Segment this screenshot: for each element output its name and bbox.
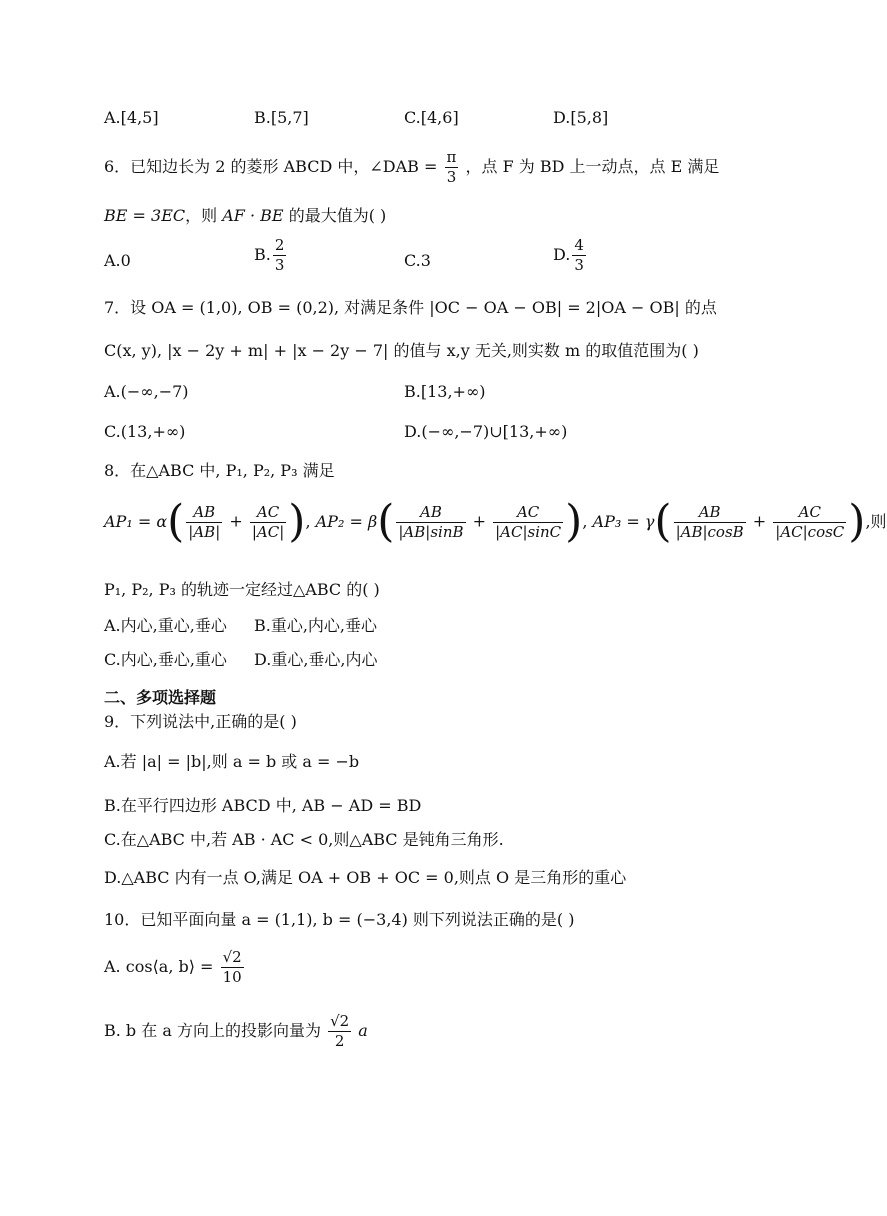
q8-ap1: AP₁ = α xyxy=(104,512,168,531)
q7-choice-b: B.[13,+∞) xyxy=(404,382,486,401)
q6-choice-d-num: 4 xyxy=(574,236,584,254)
q7-stem-line1: 7．设 OA = (1,0), OB = (0,2), 对满足条件 |OC − OA − OB| = 2|OA − OB| 的点 xyxy=(104,298,717,317)
q6-suffix: ，点 F 为 BD 上一动点，点 E 满足 xyxy=(465,157,720,176)
q9-stem: 9．下列说法中,正确的是( ) xyxy=(104,712,297,731)
q8-choice-b: B.重心,内心,垂心 xyxy=(254,616,378,635)
q9-choice-c: C.在△ABC 中,若 AB · AC < 0,则△ABC 是钝角三角形. xyxy=(104,830,504,849)
q7-choice-d: D.(−∞,−7)∪[13,+∞) xyxy=(404,422,568,441)
q10-stem: 10．已知平面向量 a = (1,1), b = (−3,4) 则下列说法正确的是( ) xyxy=(104,910,575,929)
q10-choice-a-prefix: A. cos⟨a, b⟩ = xyxy=(104,957,214,976)
q6-choice-b xyxy=(254,236,288,275)
q6-choice-a: A.0 xyxy=(104,251,131,270)
q9-choice-d: D.△ABC 内有一点 O,满足 OA + OB + OC = 0,则点 O 是三角形的重心 xyxy=(104,868,627,887)
q6-stem-line1 xyxy=(104,148,719,187)
q9-choice-b: B.在平行四边形 ABCD 中, AB − AD = BD xyxy=(104,796,422,815)
q6-stem-line2 xyxy=(104,204,386,228)
q8-stem-line1: 8．在△ABC 中, P₁, P₂, P₃ 满足 xyxy=(104,461,335,480)
q10-choice-a-den: 10 xyxy=(222,968,242,986)
q10-choice-b-prefix: B. b 在 a 方向上的投影向量为 xyxy=(104,1021,321,1040)
q8-ap2: AP₂ = β xyxy=(315,512,378,531)
q10-choice-b-den: 2 xyxy=(334,1032,345,1050)
q6-angle-fraction xyxy=(445,148,459,187)
q6-question: 的最大值为( ) xyxy=(288,206,387,225)
q7-stem-line2: C(x, y), |x − 2y + m| + |x − 2y − 7| 的值与 x,y 无关,则实数 m 的取值范围为( ) xyxy=(104,341,699,360)
q10-choice-b-num: √2 xyxy=(330,1012,350,1030)
q8-ap3: AP₃ = γ xyxy=(592,512,655,531)
q6-frac-num: π xyxy=(446,148,457,166)
q10-choice-b-suffix: a xyxy=(358,1021,368,1040)
q6-choice-b-num: 2 xyxy=(274,236,285,254)
q6-frac-den: 3 xyxy=(446,168,457,186)
q6-dot-product: AF · BE xyxy=(222,206,284,225)
q8-choice-c: C.内心,垂心,重心 xyxy=(104,650,227,669)
q8-then: ,则 xyxy=(865,512,887,531)
q6-choice-b-label: B. xyxy=(254,245,271,264)
q8-choice-a: A.内心,重心,垂心 xyxy=(104,616,227,635)
q9-choice-a: A.若 |a| = |b|,则 a = b 或 a = −b xyxy=(104,752,360,771)
q6-choice-d-label: D. xyxy=(553,245,571,264)
q6-choice-c: C.3 xyxy=(404,251,431,270)
q6-choice-d xyxy=(553,236,588,275)
q6-prefix: 6．已知边长为 2 的菱形 ABCD 中，∠DAB = xyxy=(104,157,438,176)
section-heading-multi-choice: 二、多项选择题 xyxy=(104,688,217,707)
q5-choice-c: C.[4,6] xyxy=(404,108,459,127)
q6-vector-condition: BE = 3EC xyxy=(104,206,186,225)
q8-formula-line: AP₁ = α( $\frac{AB}{|AB|}$ + $\frac{AC}{|AC|}$ ), AP₂ = β( $\frac{AB}{|AB|\sin B}$ + $\frac{AC}{|AC|\sin C}$ ), AP₃ = γ( $\frac{AB}{|AB|\cos B}$ + $\frac{AC}{|AC|\cos C}$ ),则 xyxy=(104,496,887,547)
q7-choice-a: A.(−∞,−7) xyxy=(104,382,189,401)
q10-choice-a xyxy=(104,948,246,987)
q10-choice-b xyxy=(104,1012,368,1051)
q10-choice-a-num: √2 xyxy=(222,948,242,966)
q6-choice-b-den: 3 xyxy=(274,256,285,274)
q8-stem-line3: P₁, P₂, P₃ 的轨迹一定经过△ABC 的( ) xyxy=(104,580,380,599)
q5-choice-b: B.[5,7] xyxy=(254,108,309,127)
q6-then: ，则 xyxy=(185,206,218,225)
q5-choice-d: D.[5,8] xyxy=(553,108,609,127)
q6-choice-d-den: 3 xyxy=(574,256,584,274)
q5-choice-a: A.[4,5] xyxy=(104,108,159,127)
q7-choice-c: C.(13,+∞) xyxy=(104,422,186,441)
q8-choice-d: D.重心,垂心,内心 xyxy=(254,650,378,669)
